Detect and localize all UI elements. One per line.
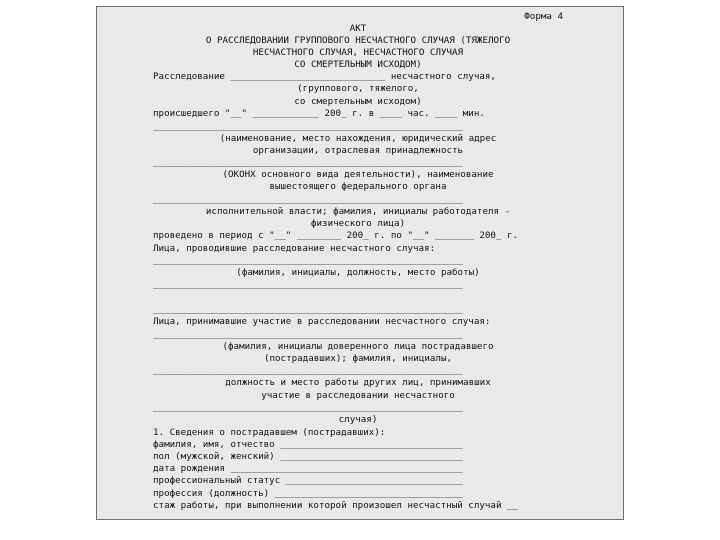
occurrence-time-line: происшедшего "__" ____________ 200_ г. в ____ час. ____ мин. [153, 108, 485, 119]
blank-line: ________________________________________________________ [153, 157, 463, 168]
field-caption: со смертельным исходом) [294, 96, 422, 107]
victim-name-field: фамилия, имя, отчество _________________________________ [153, 439, 463, 450]
blank-line: ________________________________________________________ [153, 255, 463, 266]
blank-line: ________________________________________________________ [153, 402, 463, 413]
field-caption: исполнительной власти; фамилия, инициалы работодателя - [205, 206, 511, 217]
field-caption: случая) [338, 414, 378, 425]
victim-sex-field: пол (мужской, женский) _________________________________ [153, 451, 463, 462]
field-caption: физического лица) [310, 218, 406, 229]
victim-experience-field: стаж работы, при выполнении которой произошел несчастный случай __ [153, 500, 519, 511]
blank-line: ________________________________________________________ [153, 365, 463, 376]
field-caption: (пострадавших); фамилия, инициалы, [263, 353, 453, 364]
document-heading: О РАССЛЕДОВАНИИ ГРУППОВОГО НЕСЧАСТНОГО СЛУЧАЯ (ТЯЖЕЛОГО [205, 35, 511, 46]
document-heading: НЕСЧАСТНОГО СЛУЧАЯ, НЕСЧАСТНОГО СЛУЧАЯ [252, 47, 464, 58]
field-caption: участие в расследовании несчастного [261, 390, 455, 401]
field-caption: (группового, тяжелого, [297, 83, 419, 94]
blank-line: ________________________________________________________ [153, 304, 463, 315]
blank-line: ________________________________________________________ [153, 279, 463, 290]
document-page [96, 6, 624, 520]
empty-line [153, 292, 563, 304]
victim-birthdate-field: дата рождения __________________________________________ [153, 463, 463, 474]
field-caption: (ОКОНХ основного вида деятельности), наименование [222, 169, 494, 180]
investigation-period-line: проведено в период с "__" ________ 200_ г. по "__" _______ 200_ г. [153, 230, 519, 241]
form-number: Форма 4 [524, 11, 563, 22]
blank-line: ________________________________________________________ [153, 329, 463, 340]
section-label: Лица, принимавшие участие в расследовании несчастного случая: [153, 316, 491, 327]
field-caption: (фамилия, инициалы, должность, место работы) [236, 267, 480, 278]
document-heading: СО СМЕРТЕЛЬНЫМ ИСХОДОМ) [294, 59, 422, 70]
field-caption: (фамилия, инициалы доверенного лица пострадавшего [222, 341, 494, 352]
section-label: Лица, проводившие расследование несчастного случая: [153, 243, 436, 254]
field-caption: должность и место работы других лиц, принимавших [225, 377, 491, 388]
investigation-line: Расследование ____________________________ несчастного случая, [153, 71, 496, 82]
blank-line: ________________________________________________________ [153, 121, 463, 132]
document-title: АКТ [349, 23, 367, 34]
blank-line: ________________________________________________________ [153, 194, 463, 205]
victim-status-field: профессиональный статус ________________________________ [153, 475, 463, 486]
section-heading: 1. Сведения о пострадавшем (пострадавших): [153, 427, 386, 438]
field-caption: организации, отраслевая принадлежность [252, 145, 464, 156]
victim-profession-field: профессия (должность) __________________________________ [153, 488, 463, 499]
field-caption: (наименование, место нахождения, юридический адрес [219, 133, 497, 144]
field-caption: вышестоящего федерального органа [269, 181, 447, 192]
